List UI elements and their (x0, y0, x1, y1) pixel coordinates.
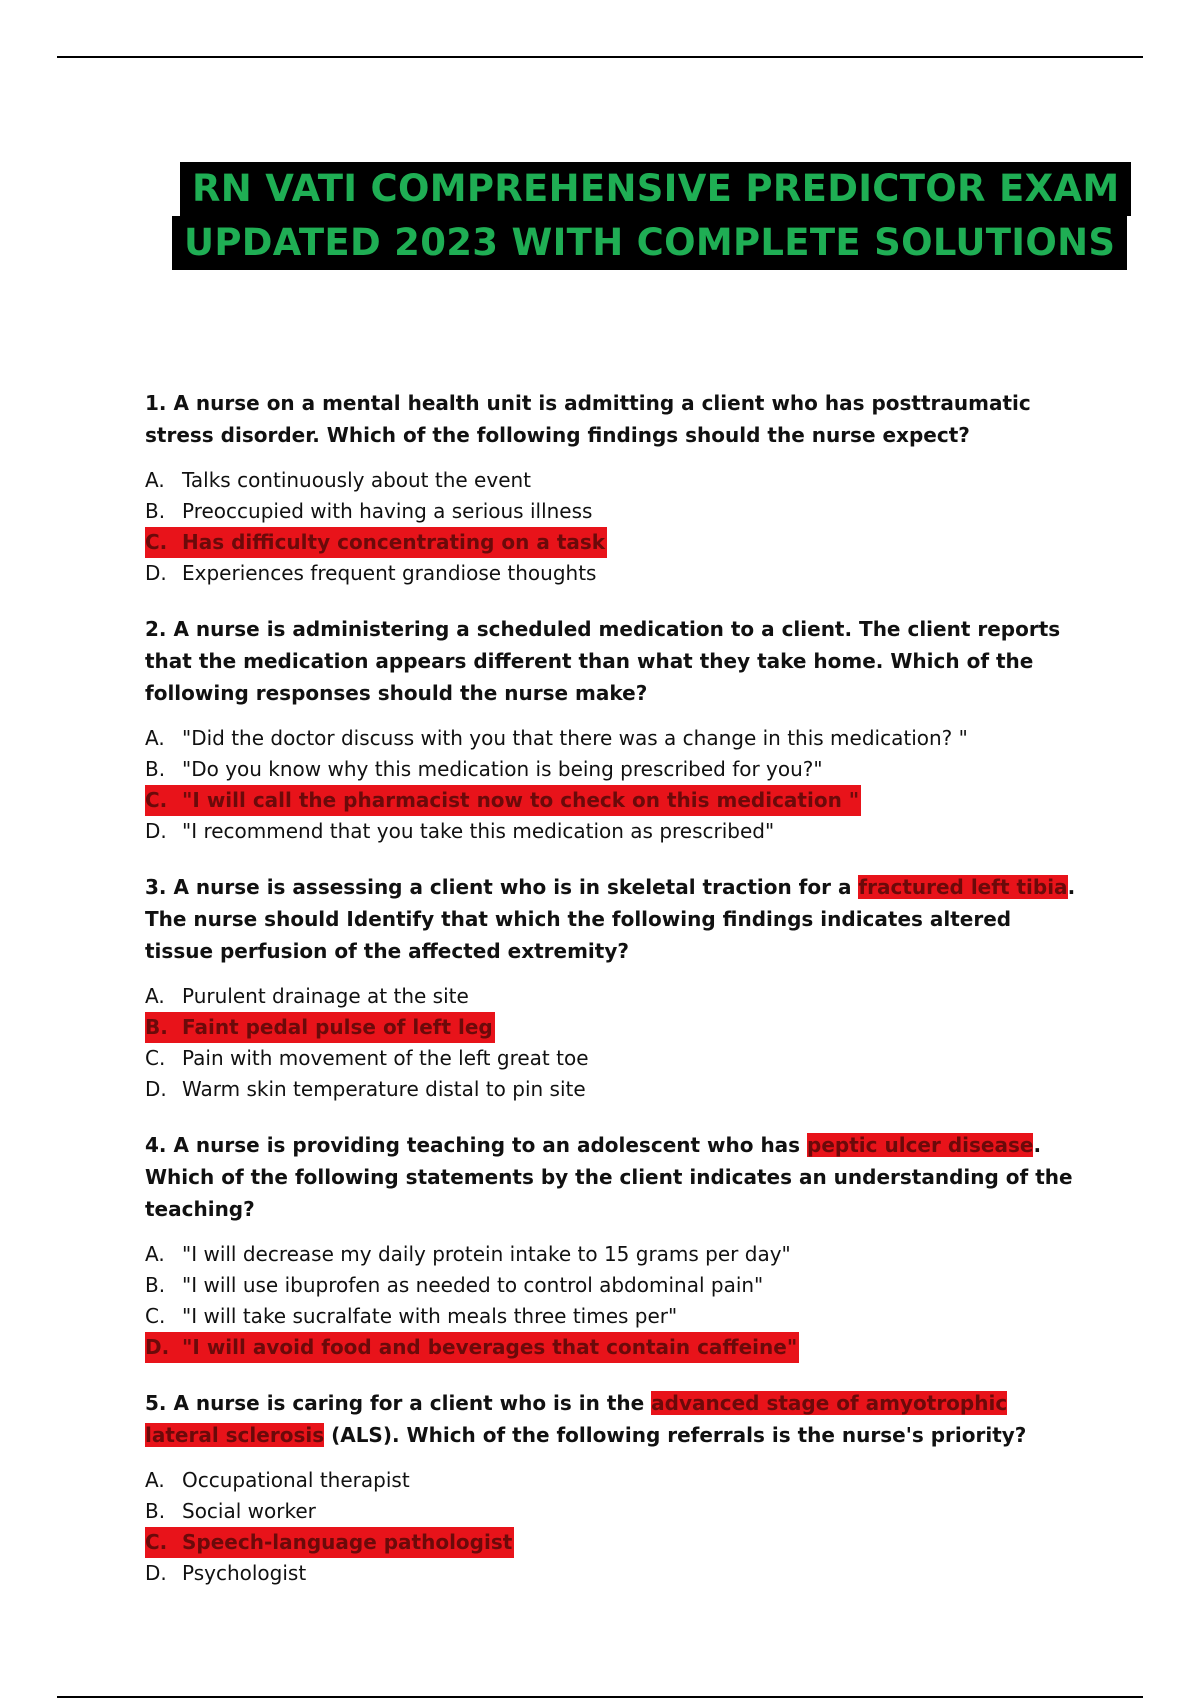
title-line-2: UPDATED 2023 WITH COMPLETE SOLUTIONS (172, 216, 1127, 270)
option-b: B. Preoccupied with having a serious illness (145, 499, 593, 523)
option-a: A. "I will decrease my daily protein intake to 15 grams per day" (145, 1242, 791, 1266)
bottom-rule (57, 1696, 1143, 1698)
question-text: 1. A nurse on a mental health unit is admitting a client who has posttraumatic stress disorder. Which of the following findings should the nurse expect? (145, 391, 1031, 447)
question-text: 2. A nurse is administering a scheduled medication to a client. The client reports that the medication appears different than what they take home. Which of the following responses should the nurse make? (145, 617, 1061, 705)
option-a: A. Occupational therapist (145, 1468, 410, 1492)
option-c: C. "I will take sucralfate with meals three times per" (145, 1304, 678, 1328)
question-1 (145, 387, 1080, 589)
keyword-highlight: advanced stage of amyotrophic lateral sclerosis (145, 1391, 1008, 1447)
option-d: D. Experiences frequent grandiose thoughts (145, 561, 597, 585)
answer-options (145, 723, 1080, 847)
question-text: 3. A nurse is assessing a client who is in skeletal traction for a fractured left tibia. The nurse should Identify that which the following findings indicates altered tissue perfusion of the affected extremity? (145, 875, 1076, 963)
option-c-correct: C. Speech-language pathologist (145, 1527, 514, 1558)
option-b: B. "Do you know why this medication is being prescribed for you?" (145, 757, 823, 781)
option-c: C. Pain with movement of the left great toe (145, 1046, 589, 1070)
question-text: 5. A nurse is caring for a client who is in the advanced stage of amyotrophic lateral sclerosis (ALS). Which of the following referrals is the nurse's priority? (145, 1391, 1027, 1447)
question-2 (145, 613, 1080, 847)
option-d: D. "I recommend that you take this medication as prescribed" (145, 819, 775, 843)
question-list (145, 387, 1080, 1613)
option-a: A. Purulent drainage at the site (145, 984, 469, 1008)
answer-options (145, 465, 1080, 589)
question-3 (145, 871, 1080, 1105)
keyword-highlight: fractured left tibia (858, 875, 1068, 899)
answer-options (145, 981, 1080, 1105)
option-c-correct: C. "I will call the pharmacist now to check on this medication " (145, 785, 861, 816)
top-rule (57, 56, 1143, 58)
option-d: D. Warm skin temperature distal to pin site (145, 1077, 586, 1101)
option-a: A. Talks continuously about the event (145, 468, 532, 492)
document-title (180, 162, 1120, 270)
title-line-1: RN VATI COMPREHENSIVE PREDICTOR EXAM (180, 162, 1131, 216)
option-b: B. Social worker (145, 1499, 316, 1523)
answer-options (145, 1465, 1080, 1589)
option-c-correct: C. Has difficulty concentrating on a task (145, 527, 607, 558)
keyword-highlight: peptic ulcer disease (807, 1133, 1034, 1157)
option-d: D. Psychologist (145, 1561, 307, 1585)
question-5 (145, 1387, 1080, 1589)
option-d-correct: D. "I will avoid food and beverages that contain caffeine" (145, 1332, 799, 1363)
option-b: B. "I will use ibuprofen as needed to control abdominal pain" (145, 1273, 764, 1297)
question-text: 4. A nurse is providing teaching to an adolescent who has peptic ulcer disease. Which of the following statements by the client indicates an understanding of the teaching? (145, 1133, 1073, 1221)
option-a: A. "Did the doctor discuss with you that there was a change in this medication? " (145, 726, 968, 750)
answer-options (145, 1239, 1080, 1363)
option-b-correct: B. Faint pedal pulse of left leg (145, 1012, 495, 1043)
question-4 (145, 1129, 1080, 1363)
